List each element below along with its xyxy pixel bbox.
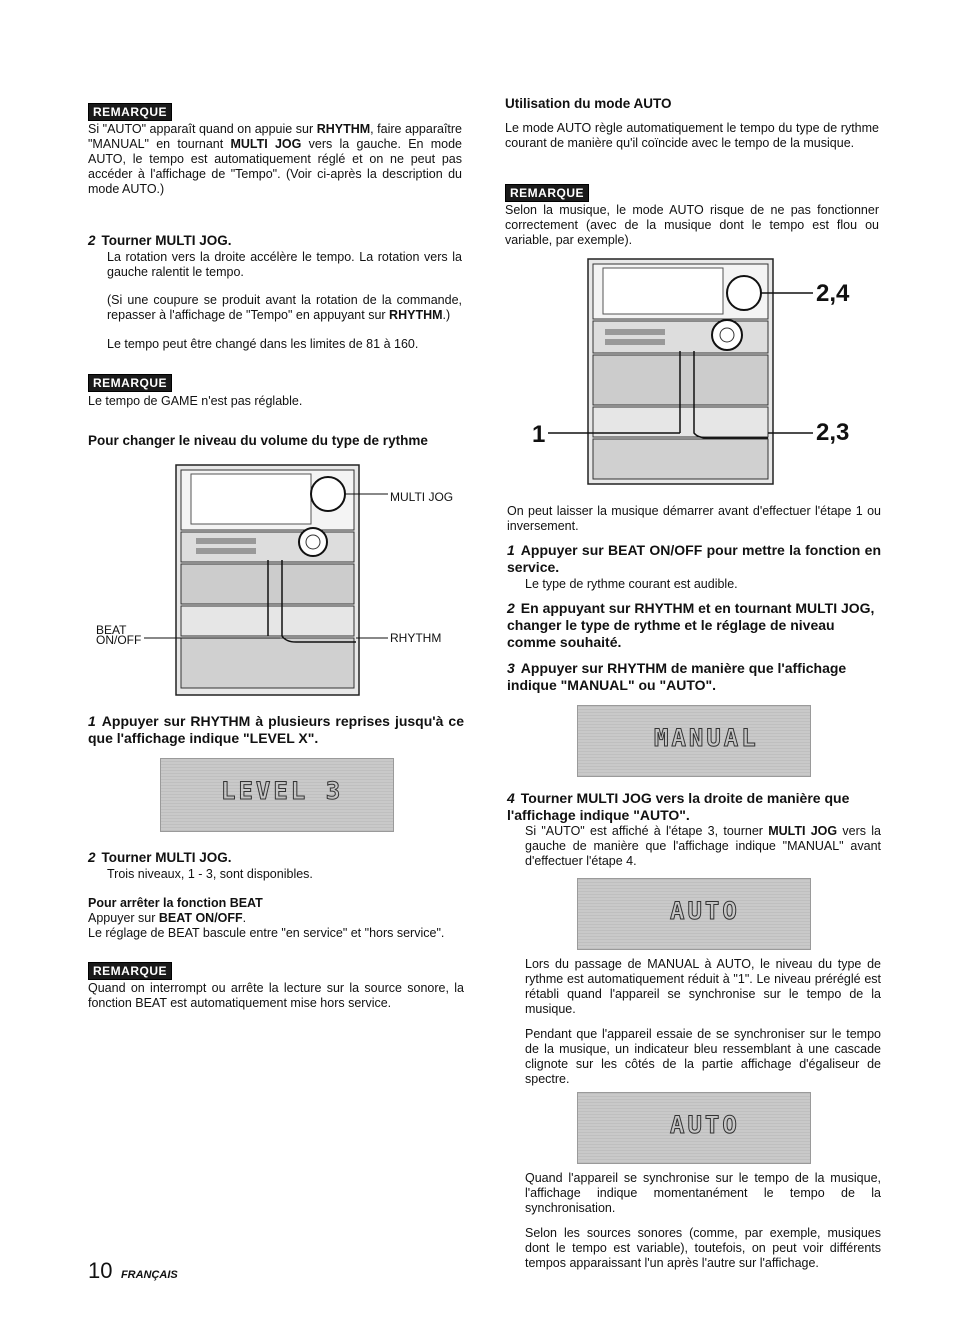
page-footer xyxy=(88,1258,178,1284)
callout-1: 1 xyxy=(532,421,546,448)
callout-2-3: 2,3 xyxy=(816,419,850,446)
lcd-manual-text: MANUAL xyxy=(654,724,759,752)
after-figure-text: On peut laisser la musique démarrer avant d'effectuer l'étape 1 ou inversement. xyxy=(507,504,881,533)
level-reset-text: Lors du passage de MANUAL à AUTO, le niveau du type de rythme est automatiquement réduit à "1". Le niveau préréglé est rétabli quand l'appareil se synchronise sur le tempo de la musique. xyxy=(525,957,881,1016)
note-game: Le tempo de GAME n'est pas réglable. xyxy=(88,394,303,408)
beat-stop-line2: Le réglage de BEAT bascule entre "en service" et "hors service". xyxy=(88,926,445,940)
remarque-badge: REMARQUE xyxy=(505,184,589,202)
auto-step-3-heading: 3 Appuyer sur RHYTHM de manière que l'affichage indique "MANUAL" ou "AUTO". xyxy=(507,660,847,693)
label-beat: BEAT xyxy=(96,623,127,637)
lcd-level-text: LEVEL 3 xyxy=(221,777,344,805)
beat-stop-title: Pour arrêter la fonction BEAT xyxy=(88,896,263,910)
note-beat-off: Quand on interrompt ou arrête la lecture sur la source sonore, la fonction BEAT est automatiquement mise hors service. xyxy=(88,981,464,1010)
lcd-level-display xyxy=(160,758,394,832)
sync-indicator-text: Pendant que l'appareil essaie de se synchroniser sur le tempo de la musique, un indicateur bleu ressemblant à une cascade clignote sur les côtés de la partie affichage d'égaliseur de spectre. xyxy=(525,1027,881,1086)
lcd-auto-display xyxy=(577,878,811,950)
section-title-volume: Pour changer le niveau du volume du type de rythme xyxy=(88,433,428,448)
auto-step-4-heading: 4 Tourner MULTI JOG vers la droite de manière que l'affichage indique "AUTO". xyxy=(507,790,850,823)
step-1-heading: 1 Appuyer sur RHYTHM à plusieurs reprises jusqu'à ce que l'affichage indique "LEVEL X". xyxy=(88,713,464,746)
auto-mode-text: Le mode AUTO règle automatiquement le tempo du type de rythme courant de manière qu'il coïncide avec le tempo de la musique. xyxy=(505,121,879,150)
remarque-badge: REMARQUE xyxy=(88,103,172,121)
step-2b-heading: 2 Tourner MULTI JOG. xyxy=(88,850,232,865)
auto-step-1-text: Le type de rythme courant est audible. xyxy=(525,577,738,591)
sync-tempo-text: Quand l'appareil se synchronise sur le tempo de la musique, l'affichage indique momentanément le tempo de la synchronisation. xyxy=(525,1171,881,1215)
auto-step-2-heading: 2 En appuyant sur RHYTHM et en tournant MULTI JOG, changer le type de rythme et le réglage de niveau comme souhaité. xyxy=(507,600,875,650)
label-multi-jog: MULTI JOG xyxy=(390,490,454,504)
auto-step-4-text: Si "AUTO" est affiché à l'étape 3, tourner MULTI JOG vers la gauche de manière que l'affichage indique "MANUAL" avant d'effectuer l'étape 4. xyxy=(525,824,881,868)
beat-stop-line1: Appuyer sur BEAT ON/OFF. xyxy=(88,911,247,925)
step-2-heading: 2 Tourner MULTI JOG. xyxy=(88,233,232,248)
label-on-off: ON/OFF xyxy=(96,633,142,647)
auto-mode-title: Utilisation du mode AUTO xyxy=(505,96,672,111)
step-2-note: (Si une coupure se produit avant la rotation de la commande, repasser à l'affichage de "Tempo" en appuyant sur RHYTHM.) xyxy=(107,293,462,322)
lcd-auto-text: AUTO xyxy=(670,897,740,925)
remarque-badge: REMARQUE xyxy=(88,374,172,392)
label-rhythm: RHYTHM xyxy=(390,631,442,645)
remarque-badge: REMARQUE xyxy=(88,962,172,980)
auto-step-1-heading: 1 Appuyer sur BEAT ON/OFF pour mettre la fonction en service. xyxy=(507,542,881,575)
lcd-manual-display xyxy=(577,705,811,777)
note-auto-limits: Selon la musique, le mode AUTO risque de ne pas fonctionner correctement (avec de la musique dont le tempo est flou ou variable, par exemple). xyxy=(505,203,879,247)
page-number: 10 xyxy=(88,1258,113,1283)
lcd-auto-sync-text: AUTO xyxy=(670,1111,740,1139)
tempo-range: Le tempo peut être changé dans les limites de 81 à 160. xyxy=(107,337,419,351)
levels-text: Trois niveaux, 1 - 3, sont disponibles. xyxy=(107,867,313,881)
step-2-text: La rotation vers la droite accélère le tempo. La rotation vers la gauche ralentit le tempo. xyxy=(107,250,462,279)
note-rhythm-auto: Si "AUTO" apparaît quand on appuie sur RHYTHM, faire apparaître "MANUAL" en tournant MULTI JOG vers la gauche. En mode AUTO, le tempo est automatiquement réglé et on ne peut pas accéder à l'affichage de "Tempo". (Voir ci-après la description du mode AUTO.) xyxy=(88,122,463,196)
callout-2-4: 2,4 xyxy=(816,280,850,307)
variable-tempo-text: Selon les sources sonores (comme, par exemple, musiques dont le tempo est variable), toutefois, on peut voir différents tempos apparaissant l'un après l'autre sur l'affichage. xyxy=(525,1226,881,1270)
lcd-auto-sync-display xyxy=(577,1092,811,1164)
language-label: FRANÇAIS xyxy=(120,1269,178,1281)
